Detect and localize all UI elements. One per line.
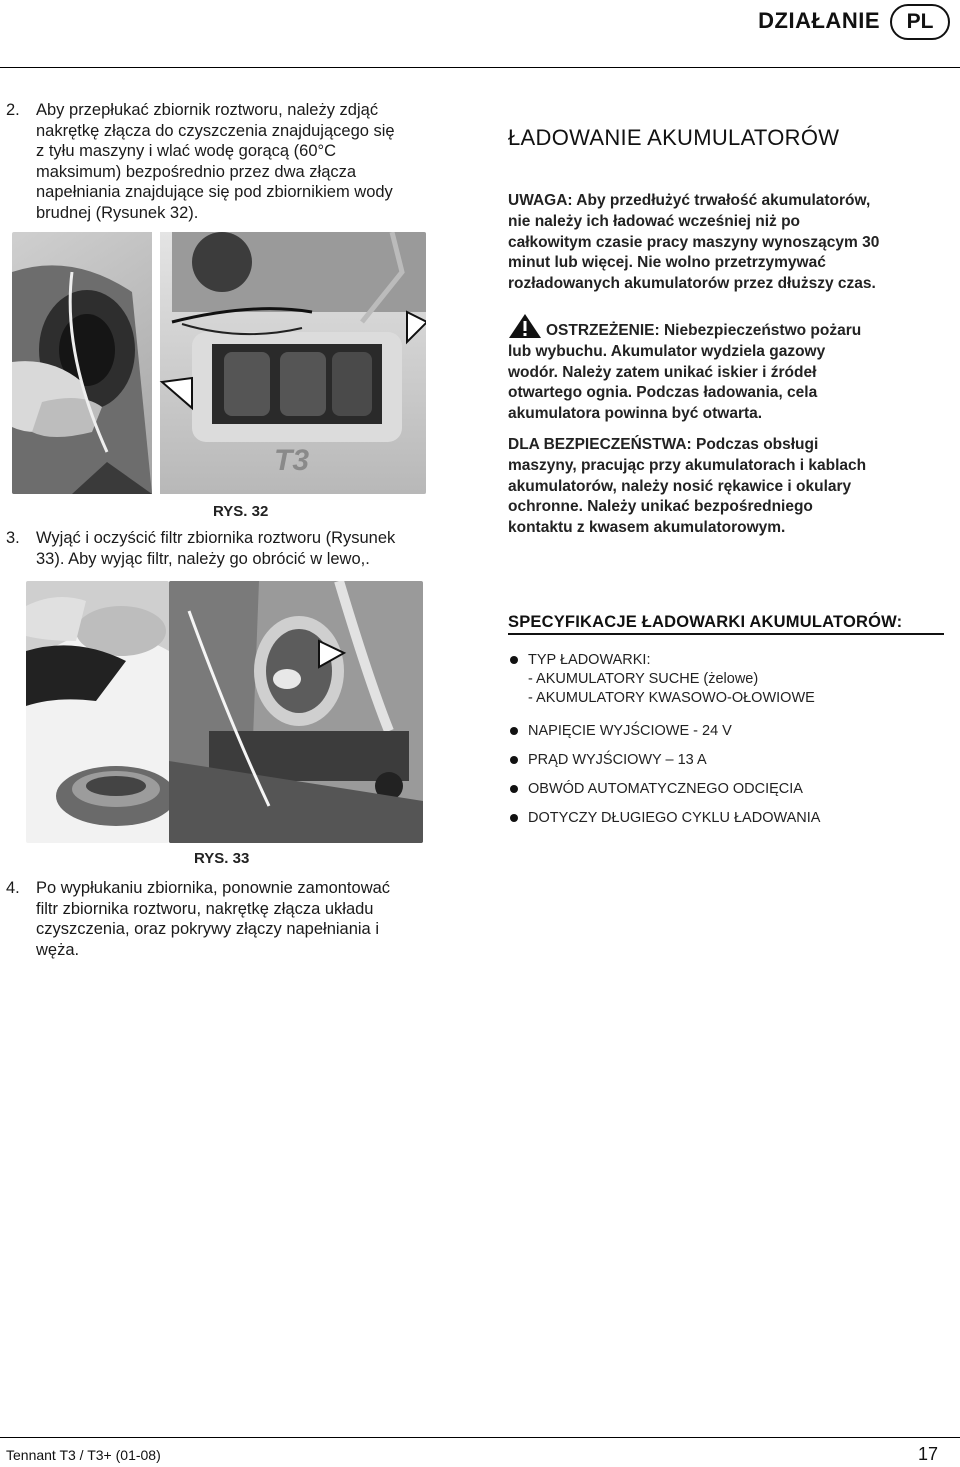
step-4-line: Po wypłukaniu zbiornika, ponownie zamontować [36,879,391,897]
spec-item-charger-type [508,651,948,708]
footer-rule [0,1437,960,1438]
step-2-line: brudnej (Rysunek 32). [36,203,199,222]
solution-tank-filter-photo [169,581,423,843]
language-badge: PL [890,4,950,40]
note-paragraph [508,191,958,295]
step-2-line: z tyłu maszyny i wlać wodę gorącą (60°C [36,142,337,160]
figure-33-photo-right [169,581,423,843]
spec-item-text: - AKUMULATORY KWASOWO-OŁOWIOWE [528,690,815,706]
step-4-number: 4. [6,879,20,897]
spec-item-auto-cutoff [508,780,948,799]
spec-item-text: TYP ŁADOWARKI: [528,652,651,668]
step-4-line: czyszczenia, oraz pokrywy złączy napełniania i [36,920,379,938]
figure-33-photo-left [26,581,169,843]
step-3-line: 33). Aby wyjąc filtr, należy go obrócić w lewo,. [36,549,370,568]
step-2-line: maksimum) bezpośrednio przez dwa złącza [36,162,357,181]
warning-line: wodór. Należy zatem unikać iskier i źródeł [508,363,817,381]
warning-line: otwartego ognia. Podczas ładowania, cela [508,384,818,402]
t3-logo: T3 [274,444,310,477]
section-title-battery-charging: ŁADOWANIE AKUMULATORÓW [508,125,840,150]
step-2-line: Aby przepłukać zbiornik roztworu, należy zdjąć [36,101,379,119]
step-3-line: Wyjąć i oczyścić filtr zbiornika roztworu (Rysunek [36,529,396,547]
warning-line: OSTRZEŻENIE: Niebezpieczeństwo pożaru [546,322,862,339]
section-header-title: DZIAŁANIE [758,8,880,33]
filter-cleaning-photo [26,581,169,843]
safety-line: kontaktu z kwasem akumulatorowym. [508,519,786,537]
footer-doc-ref: Tennant T3 / T3+ (01-08) [6,1447,161,1463]
spec-item-text: PRĄD WYJŚCIOWY – 13 A [528,752,707,768]
spec-item-text: OBWÓD AUTOMATYCZNEGO ODCIĘCIA [528,781,803,797]
safety-paragraph [508,435,958,539]
battery-compartment-photo [12,232,426,494]
page-number: 17 [917,1444,938,1464]
note-line: UWAGA: Aby przedłużyć trwałość akumulatorów, [508,192,871,209]
step-2 [6,100,446,223]
note-line: minut lub więcej. Nie wolno przetrzymywać [508,254,826,272]
step-2-line: nakrętkę złącza do czyszczenia znajdującego się [36,121,395,140]
warning-line: akumulatora powinna być otwarta. [508,405,763,423]
spec-list [508,651,948,838]
step-4 [6,878,456,960]
step-4-line: filtr zbiornika roztworu, nakrętkę złącza układu [36,899,374,918]
spec-item-output-voltage [508,722,948,741]
warning-triangle-icon [508,313,542,339]
spec-item-long-cycle [508,809,948,828]
safety-line: akumulatorów, należy nosić rękawice i okulary [508,477,852,495]
safety-line: DLA BEZPIECZEŃSTWA: Podczas obsługi [508,436,819,453]
warning-paragraph [508,313,958,425]
figure-32-caption: RYS. 32 [213,503,269,520]
safety-line: ochronne. Należy unikać bezpośredniego [508,498,813,516]
safety-line: maszyny, pracując przy akumulatorach i kablach [508,456,867,474]
note-line: całkowitym czasie pracy maszyny wynoszącym 30 [508,233,880,251]
note-line: nie należy ich ładować wcześniej niż po [508,212,801,230]
spec-title: SPECYFIKACJE ŁADOWARKI AKUMULATORÓW: [508,613,903,631]
spec-title-underline [508,633,944,635]
note-line: rozładowanych akumulatorów przez dłuższy czas. [508,275,876,293]
step-2-number: 2. [6,101,20,119]
spec-item-text: DOTYCZY DŁUGIEGO CYKLU ŁADOWANIA [528,810,821,826]
step-3 [6,528,456,569]
header-rule [0,67,960,68]
spec-item-text: - AKUMULATORY SUCHE (żelowe) [528,671,759,687]
spec-item-text: NAPIĘCIE WYJŚCIOWE - 24 V [528,723,732,739]
spec-item-output-current [508,751,948,770]
warning-line: lub wybuchu. Akumulator wydziela gazowy [508,342,826,360]
figure-32-photo [12,232,426,494]
step-4-line: węża. [36,940,80,959]
step-3-number: 3. [6,529,20,547]
step-2-line: napełniania znajdujące się pod zbiornikiem wody [36,183,393,201]
figure-33-caption: RYS. 33 [194,850,250,867]
